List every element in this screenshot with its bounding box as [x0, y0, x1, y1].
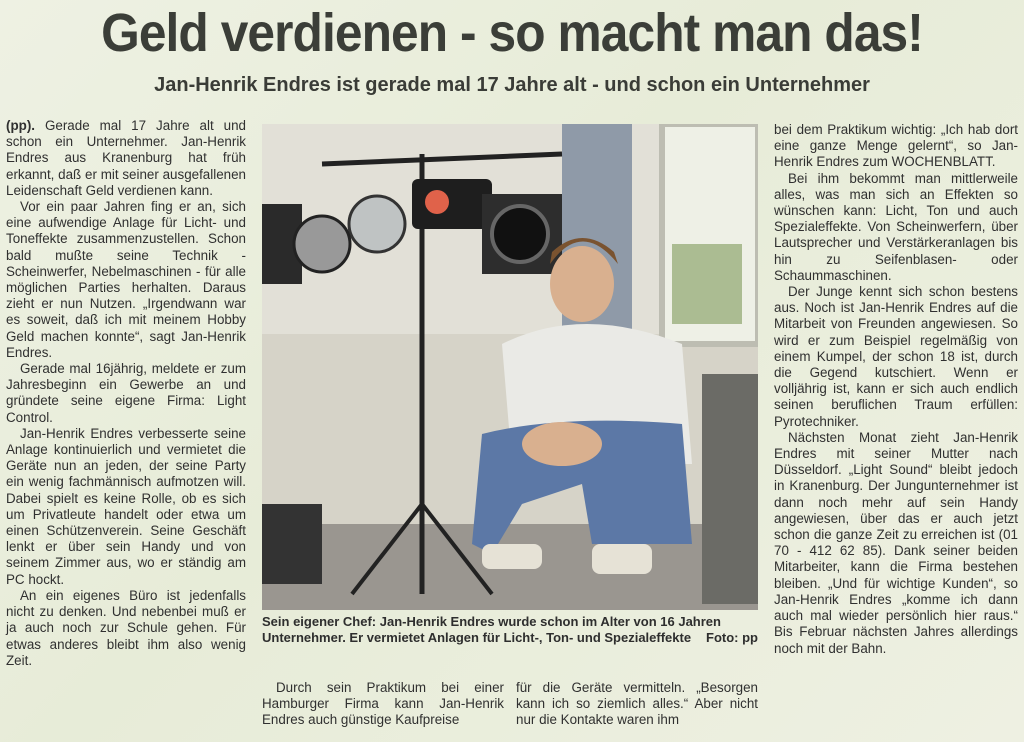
- paragraph: bei dem Praktikum wichtig: „Ich hab dort eine ganze Menge gelernt“, so Jan-Henrik Endres zum WOCHENBLATT.: [774, 122, 1018, 170]
- caption-text: Sein eigener Chef: Jan-Henrik Endres wurde schon im Alter von 16 Jahren Unternehmer. Er vermietet Anlagen für Licht-, Ton- und Spezialeffekte: [262, 614, 721, 645]
- paragraph: Bei ihm bekommt man mittlerweile alles, was man sich an Effekten so wünschen kann: Licht, Ton und auch Spezialeffekte. Von Scheinwerfern, über Lautsprecher und Verstärkeranlagen bis hin zu Seifenblasen- oder Schaummaschinen.: [774, 170, 1018, 283]
- photo-credit: Foto: pp: [706, 630, 758, 645]
- paragraph: Gerade mal 16jährig, meldete er zum Jahresbeginn ein Gewerbe an und gründete seine eigene Firma: Light Control.: [6, 361, 246, 425]
- subheadline: Jan-Henrik Endres ist gerade mal 17 Jahre alt - und schon ein Unternehmer: [154, 74, 870, 96]
- article-column-2b: [516, 680, 758, 729]
- photo-caption: [262, 614, 758, 646]
- paragraph: [6, 118, 246, 199]
- article-column-2: [262, 680, 504, 729]
- paragraph: Vor ein paar Jahren fing er an, sich eine aufwendige Anlage für Licht- und Toneffekte zusammenzustellen. Schon bald mußte seine Technik - Scheinwerfer, Nebelmaschinen - für alle möglichen Parties herhalten. Daraus zieht er nun Nutzen. „Irgendwann war es soweit, daß ich mit meinem Hobby Geld machen konnte“, sagt Jan-Henrik Endres.: [6, 199, 246, 360]
- paragraph: Jan-Henrik Endres verbesserte seine Anlage kontinuierlich und vermietet die Geräte nun an jeden, der seine Party ein wenig fachmännisch aufmotzen will. Dabei spielt es keine Rolle, ob es sich um Privatleute handelt oder etwa um einen Schützenverein. Seine Geschäft lenkt er über sein Handy und von seinem Zimmer aus, wo er ständig am PC hockt.: [6, 425, 246, 587]
- article-column-3: [774, 122, 1018, 657]
- paragraph-text: Gerade mal 17 Jahre alt und schon ein Unternehmer. Jan-Henrik Endres aus Kranenburg hat früh erkannt, daß er mit seiner ausgefallenen Leidenschaft Geld verdienen kann.: [6, 118, 246, 198]
- paragraph: Durch sein Praktikum bei einer Hamburger Firma kann Jan-Henrik Endres auch günstige Kaufpreise: [262, 680, 504, 728]
- article-photo: [262, 124, 758, 610]
- paragraph: An ein eigenes Büro ist jedenfalls nicht zu denken. Und nebenbei muß er ja auch noch zur Schule gehen. Für etwas anderes bleibt ihm also wenig Zeit.: [6, 587, 246, 668]
- photo-illustration: [262, 124, 758, 610]
- dateline: (pp).: [6, 118, 35, 133]
- article-column-1: [6, 118, 246, 669]
- paragraph: Nächsten Monat zieht Jan-Henrik Endres mit seiner Mutter nach Düsseldorf. „Light Sound“ bleibt jedoch in Kranenburg. Der Jungunternehmer ist dann noch mehr auf sein Handy angewiesen, über das er auch jetzt schon die ganze Zeit zu erreichen ist (01 70 - 412 62 85). Dank seiner beiden Mitarbeiter, kann die Firma bestehen bleiben. „Und für wichtige Kunden“, so Jan-Henrik Endres „komme ich dann auch mal wieder persönlich hier raus.“ Bis Februar nächsten Jahres allerdings noch mit der Bahn.: [774, 429, 1018, 656]
- paragraph: für die Geräte vermitteln. „Besorgen kann ich so ziemlich alles.“ Aber nicht nur die Kontakte waren ihm: [516, 680, 758, 728]
- headline: Geld verdienen - so macht man das!: [101, 3, 923, 63]
- paragraph: Der Junge kennt sich schon bestens aus. Noch ist Jan-Henrik Endres auf die Mitarbeit von Freunden angewiesen. So wird er zum Beispiel regelmäßig von einem Kumpel, der schon 18 ist, durch die Gegend kutschiert. Wenn er volljährig ist, kann er sich auch endlich seinen beruflichen Traum erfüllen: Pyrotechniker.: [774, 284, 1018, 429]
